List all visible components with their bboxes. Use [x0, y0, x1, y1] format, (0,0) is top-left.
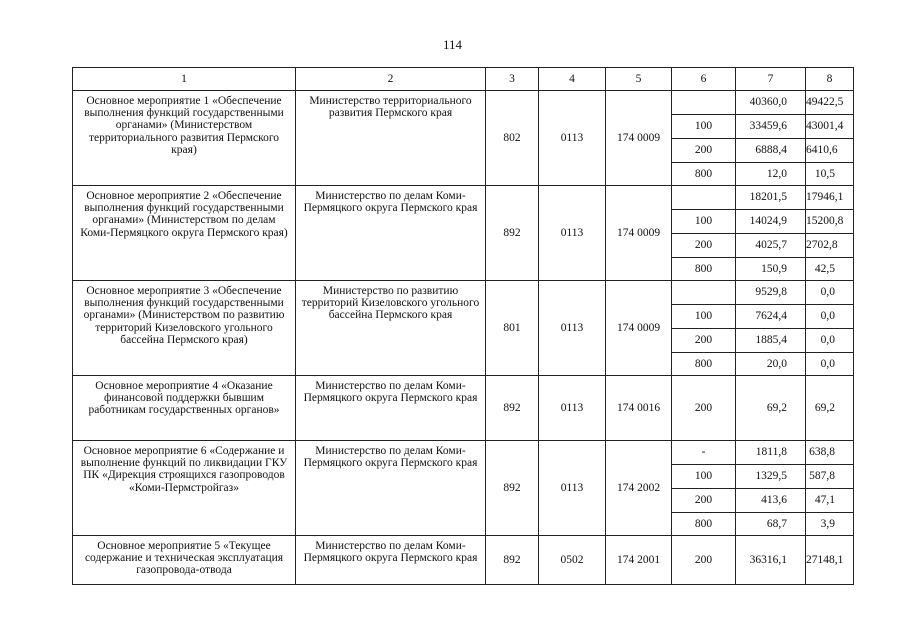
code-col6 [672, 281, 736, 305]
code-col6: 800 [672, 353, 736, 376]
value-col7: 1811,8 [736, 441, 806, 465]
value-col7: 40360,0 [736, 91, 806, 115]
table-row [73, 186, 854, 210]
ministry-name: Министерство территориального развития Пермского края [296, 91, 486, 186]
value-col7: 1329,5 [736, 465, 806, 489]
column-header: 4 [539, 68, 606, 91]
code-col5: 174 0009 [606, 281, 672, 376]
value-col8: 43001,4 [806, 115, 854, 139]
table-row [73, 281, 854, 305]
value-col8: 0,0 [806, 305, 854, 329]
activity-title: Основное мероприятие 1 «Обеспечение выполнения функций государственными органами» (Министерством территориального развития Пермского края) [73, 91, 296, 186]
activity-title: Основное мероприятие 2 «Обеспечение выполнения функций государственными органами» (Министерством по делам Коми-Пермяцкого округа Пермского края) [73, 186, 296, 281]
ministry-name: Министерство по развитию территорий Кизеловского угольного бассейна Пермского края [296, 281, 486, 376]
ministry-name: Министерство по делам Коми-Пермяцкого округа Пермского края [296, 376, 486, 441]
code-col5: 174 2001 [606, 536, 672, 585]
value-col7: 413,6 [736, 489, 806, 513]
code-col6: 800 [672, 258, 736, 281]
activity-title: Основное мероприятие 3 «Обеспечение выполнения функций государственными органами» (Министерством по развитию территорий Кизеловского угольного бассейна Пермского края) [73, 281, 296, 376]
value-col7: 9529,8 [736, 281, 806, 305]
value-col8: 0,0 [806, 329, 854, 353]
code-col4: 0113 [539, 441, 606, 536]
value-col7: 7624,4 [736, 305, 806, 329]
code-col5: 174 0016 [606, 376, 672, 441]
code-col6: 100 [672, 465, 736, 489]
value-col8: 6410,6 [806, 139, 854, 163]
ministry-name: Министерство по делам Коми-Пермяцкого округа Пермского края [296, 441, 486, 536]
column-header: 3 [486, 68, 539, 91]
value-col7: 6888,4 [736, 139, 806, 163]
code-col6: 200 [672, 329, 736, 353]
value-col8: 2702,8 [806, 234, 854, 258]
code-col4: 0113 [539, 186, 606, 281]
code-col5: 174 0009 [606, 91, 672, 186]
value-col7: 150,9 [736, 258, 806, 281]
code-col6 [672, 91, 736, 115]
column-header: 8 [806, 68, 854, 91]
code-col6: 100 [672, 305, 736, 329]
value-col8: 27148,1 [806, 536, 854, 585]
code-col6: 800 [672, 163, 736, 186]
code-col6: - [672, 441, 736, 465]
column-header: 2 [296, 68, 486, 91]
code-col6: 200 [672, 139, 736, 163]
value-col7: 4025,7 [736, 234, 806, 258]
value-col8: 15200,8 [806, 210, 854, 234]
budget-table [72, 67, 854, 585]
value-col8: 49422,5 [806, 91, 854, 115]
column-header: 1 [73, 68, 296, 91]
code-col6: 800 [672, 513, 736, 536]
value-col7: 18201,5 [736, 186, 806, 210]
value-col8: 638,8 [806, 441, 854, 465]
value-col7: 36316,1 [736, 536, 806, 585]
value-col8: 3,9 [806, 513, 854, 536]
code-col6: 200 [672, 489, 736, 513]
value-col8: 587,8 [806, 465, 854, 489]
header-row [73, 68, 854, 91]
value-col8: 10,5 [806, 163, 854, 186]
table-row [73, 91, 854, 115]
value-col7: 1885,4 [736, 329, 806, 353]
value-col8: 0,0 [806, 281, 854, 305]
code-col4: 0113 [539, 376, 606, 441]
value-col7: 20,0 [736, 353, 806, 376]
ministry-name: Министерство по делам Коми-Пермяцкого округа Пермского края [296, 186, 486, 281]
code-col4: 0113 [539, 91, 606, 186]
ministry-name: Министерство по делам Коми-Пермяцкого округа Пермского края [296, 536, 486, 585]
value-col7: 33459,6 [736, 115, 806, 139]
activity-title: Основное мероприятие 5 «Текущее содержание и техническая эксплуатация газопровода-отвода [73, 536, 296, 585]
table-row [73, 376, 854, 441]
code-col6: 100 [672, 115, 736, 139]
value-col7: 14024,9 [736, 210, 806, 234]
value-col8: 0,0 [806, 353, 854, 376]
value-col7: 68,7 [736, 513, 806, 536]
page-number: 114 [442, 37, 463, 52]
code-col6: 200 [672, 234, 736, 258]
code-col5: 174 2002 [606, 441, 672, 536]
column-header: 6 [672, 68, 736, 91]
code-col6: 200 [672, 536, 736, 585]
value-col8: 42,5 [806, 258, 854, 281]
code-col6 [672, 186, 736, 210]
value-col7: 69,2 [736, 376, 806, 441]
code-col3: 892 [486, 441, 539, 536]
activity-title: Основное мероприятие 4 «Оказание финансовой поддержки бывшим работникам государственных органов» [73, 376, 296, 441]
column-header: 5 [606, 68, 672, 91]
code-col3: 892 [486, 376, 539, 441]
code-col5: 174 0009 [606, 186, 672, 281]
code-col6: 100 [672, 210, 736, 234]
code-col3: 892 [486, 536, 539, 585]
activity-title: Основное мероприятие 6 «Содержание и выполнение функций по ликвидации ГКУ ПК «Дирекция строящихся газопроводов «Коми-Пермстройгаз» [73, 441, 296, 536]
value-col8: 17946,1 [806, 186, 854, 210]
value-col8: 47,1 [806, 489, 854, 513]
code-col6: 200 [672, 376, 736, 441]
code-col3: 801 [486, 281, 539, 376]
code-col3: 802 [486, 91, 539, 186]
code-col4: 0502 [539, 536, 606, 585]
column-header: 7 [736, 68, 806, 91]
value-col7: 12,0 [736, 163, 806, 186]
table-row [73, 536, 854, 585]
value-col8: 69,2 [806, 376, 854, 441]
code-col4: 0113 [539, 281, 606, 376]
table-row [73, 441, 854, 465]
code-col3: 892 [486, 186, 539, 281]
